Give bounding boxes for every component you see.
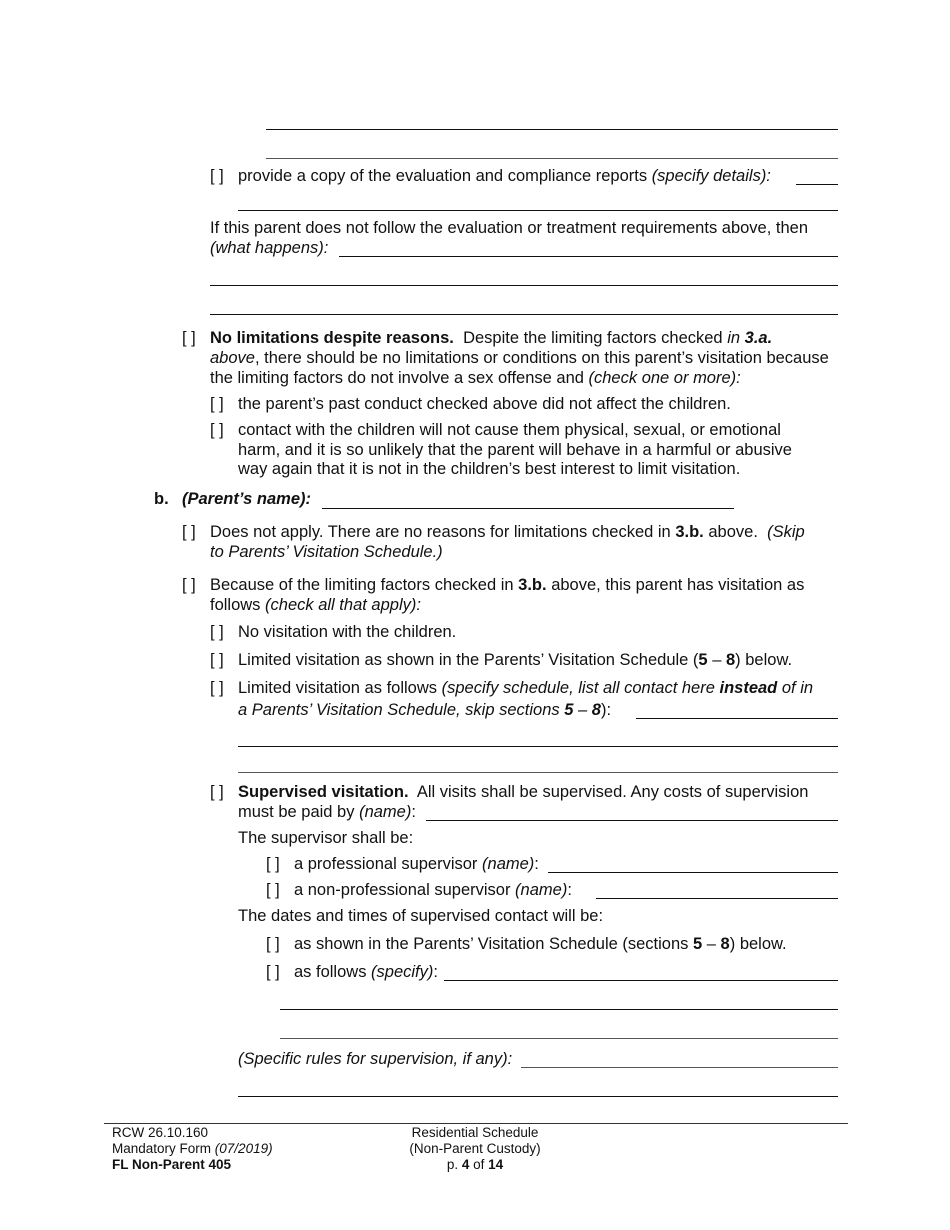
checkbox[interactable]: [ ] xyxy=(210,783,224,801)
footer-center xyxy=(370,1125,580,1173)
answer-line[interactable] xyxy=(796,184,838,185)
answer-line[interactable] xyxy=(266,158,838,159)
answer-line[interactable] xyxy=(339,256,838,257)
checkbox[interactable]: [ ] xyxy=(210,395,224,413)
answer-line[interactable] xyxy=(280,1038,838,1039)
answer-line[interactable] xyxy=(444,980,838,981)
limited-follows-line1: Limited visitation as follows (specify schedule, list all contact here instead of in xyxy=(238,679,814,697)
answer-line[interactable] xyxy=(280,1009,838,1010)
answer-line[interactable] xyxy=(266,129,838,130)
no-limitations-line3: the limiting factors do not involve a sex offense and (check one or more): xyxy=(210,369,741,387)
contact-option-line2: harm, and it is so unlikely that the parent will behave in a harmful or abusive xyxy=(238,441,792,459)
supervised-line2: must be paid by (name): xyxy=(238,803,416,821)
mandatory-form: Mandatory Form (07/2019) xyxy=(112,1141,273,1156)
supervised-line1: Supervised visitation. All visits shall be supervised. Any costs of supervision xyxy=(238,783,809,801)
form-id: FL Non-Parent 405 xyxy=(112,1157,232,1172)
footer-divider xyxy=(104,1123,848,1124)
because-line1: Because of the limiting factors checked in 3.b. above, this parent has visitation as xyxy=(210,576,805,594)
provide-copy-option: [ ] provide a copy of the evaluation and compliance reports (specify details): xyxy=(210,167,771,185)
checkbox[interactable]: [ ] xyxy=(182,329,196,347)
past-conduct-option: the parent’s past conduct checked above did not affect the children. xyxy=(238,395,731,413)
does-not-apply-line1: Does not apply. There are no reasons for limitations checked in 3.b. above. (Skip xyxy=(210,523,805,541)
no-visitation-option: No visitation with the children. xyxy=(238,623,457,641)
answer-line[interactable] xyxy=(238,746,838,747)
professional-name-line[interactable] xyxy=(548,872,838,873)
checkbox[interactable]: [ ] xyxy=(266,963,280,981)
as-follows-option: as follows (specify): xyxy=(294,963,438,981)
checkbox[interactable]: [ ] xyxy=(210,623,224,641)
nonprofessional-name-line[interactable] xyxy=(596,898,838,899)
supervisor-label: The supervisor shall be: xyxy=(238,829,414,847)
checkbox[interactable]: [ ] xyxy=(266,855,280,873)
professional-option: a professional supervisor (name): xyxy=(294,855,539,873)
section-b-letter: b. xyxy=(154,490,169,508)
answer-line[interactable] xyxy=(521,1067,838,1068)
answer-line[interactable] xyxy=(238,772,838,773)
checkbox[interactable]: [ ] xyxy=(210,167,224,185)
rcw-citation: RCW 26.10.160 xyxy=(112,1125,209,1140)
not-follow-text: If this parent does not follow the evaluation or treatment requirements above, then xyxy=(210,219,809,237)
parent-name-line[interactable] xyxy=(322,508,734,509)
answer-line[interactable] xyxy=(238,210,838,211)
footer-left xyxy=(112,1125,273,1173)
no-limitations-line1: No limitations despite reasons. Despite the limiting factors checked in 3.a. xyxy=(210,329,773,347)
contact-option-line1: contact with the children will not cause them physical, sexual, or emotional xyxy=(238,421,781,439)
answer-line[interactable] xyxy=(238,1096,838,1097)
contact-option-line3: way again that it is not in the children’s best interest to limit visitation. xyxy=(238,460,741,478)
limited-schedule-option: Limited visitation as shown in the Parents’ Visitation Schedule (5 – 8) below. xyxy=(238,651,793,669)
checkbox[interactable]: [ ] xyxy=(266,935,280,953)
footer-subtitle: (Non-Parent Custody) xyxy=(409,1141,541,1156)
no-limitations-line2: above, there should be no limitations or conditions on this parent’s visitation because xyxy=(210,349,829,367)
answer-line[interactable] xyxy=(210,285,838,286)
rules-label: (Specific rules for supervision, if any): xyxy=(238,1050,513,1068)
dates-label: The dates and times of supervised contact will be: xyxy=(238,907,604,925)
footer-title: Residential Schedule xyxy=(411,1125,539,1140)
nonprofessional-option: a non-professional supervisor (name): xyxy=(294,881,572,899)
checkbox[interactable]: [ ] xyxy=(210,651,224,669)
checkbox[interactable]: [ ] xyxy=(266,881,280,899)
answer-line[interactable] xyxy=(636,718,838,719)
limited-follows-line2: a Parents’ Visitation Schedule, skip sections 5 – 8): xyxy=(238,701,612,719)
page-number: p. 4 of 14 xyxy=(446,1157,504,1172)
checkbox[interactable]: [ ] xyxy=(182,523,196,541)
checkbox[interactable]: [ ] xyxy=(182,576,196,594)
answer-line[interactable] xyxy=(210,314,838,315)
as-shown-option: as shown in the Parents’ Visitation Schedule (sections 5 – 8) below. xyxy=(294,935,787,953)
parent-name-label: (Parent’s name): xyxy=(182,490,311,508)
payer-name-line[interactable] xyxy=(426,820,838,821)
checkbox[interactable]: [ ] xyxy=(210,421,224,439)
does-not-apply-line2: to Parents’ Visitation Schedule.) xyxy=(210,543,443,561)
what-happens-label: (what happens): xyxy=(210,239,329,257)
checkbox[interactable]: [ ] xyxy=(210,679,224,697)
because-line2: follows (check all that apply): xyxy=(210,596,421,614)
